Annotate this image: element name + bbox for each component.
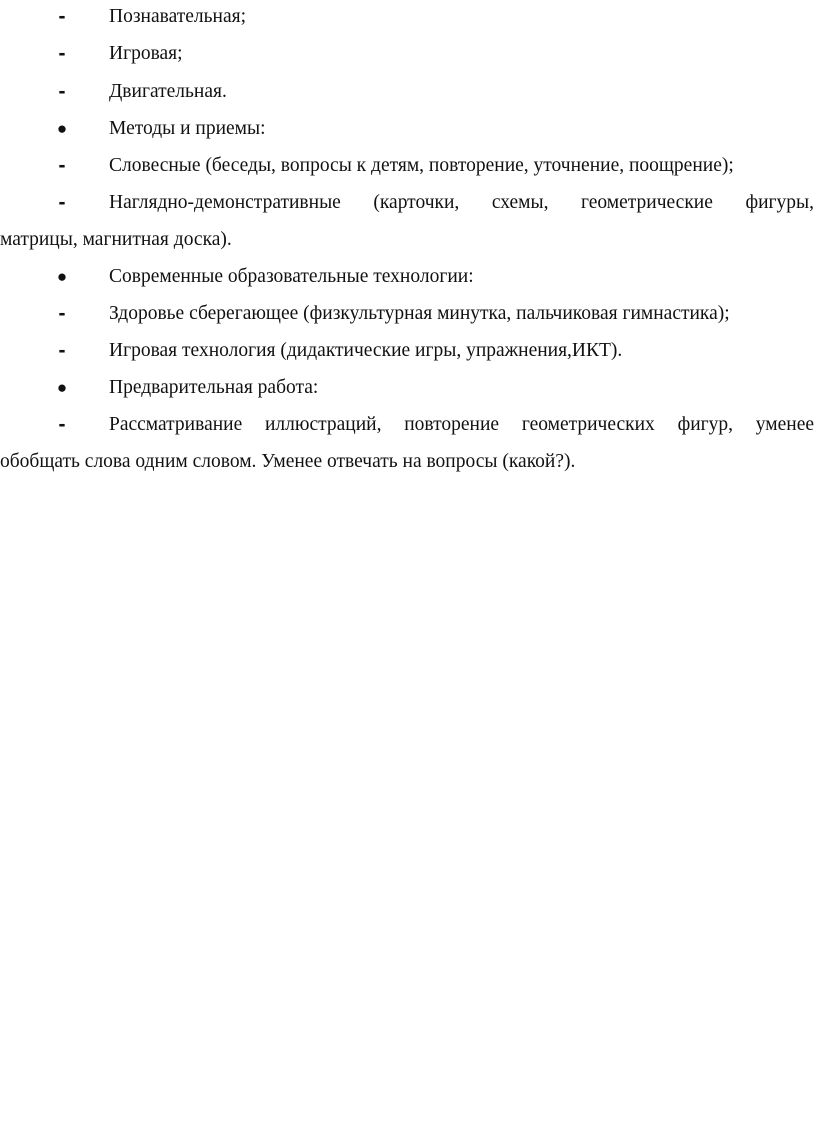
list-item [0,4,816,30]
list-item-continuation [0,227,816,253]
section-heading-text: Методы и приемы: [109,118,266,139]
dash-marker: - [58,5,66,28]
list-item [0,41,816,67]
list-item-continuation-text: обобщать слова одним словом. Уменее отвечать на вопросы (какой?). [0,451,576,472]
bullet-icon: ● [56,267,68,286]
list-item [0,301,816,327]
list-item [0,79,816,105]
dash-marker: - [58,339,66,362]
list-item-continuation [0,449,816,475]
list-item-text: Игровая технология (дидактические игры, упражнения,ИКТ). [109,340,623,361]
list-item [0,412,816,438]
section-heading-text: Современные образовательные технологии: [109,266,474,287]
list-item-text: Двигательная. [109,81,227,102]
list-item-text: Рассматривание иллюстраций, повторение геометрических фигур, уменее [109,414,814,435]
list-item-text: Словесные (беседы, вопросы к детям, повторение, уточнение, поощрение); [109,155,734,176]
list-item-text: Здоровье сберегающее (физкультурная минутка, пальчиковая гимнастика); [109,303,730,324]
list-item [0,338,816,364]
dash-marker: - [58,302,66,325]
dash-marker: - [58,80,66,103]
list-item [0,190,816,216]
bullet-icon: ● [56,378,68,397]
dash-marker: - [58,191,66,214]
section-heading [0,116,816,142]
dash-marker: - [58,42,66,65]
section-heading [0,375,816,401]
list-item-text: Наглядно-демонстративные (карточки, схемы, геометрические фигуры, [109,192,814,213]
dash-marker: - [58,154,66,177]
section-heading-text: Предварительная работа: [109,377,319,398]
list-item-text: Игровая; [109,43,183,64]
list-item-text: Познавательная; [109,6,247,27]
section-heading [0,264,816,290]
list-item [0,153,816,179]
list-item-continuation-text: матрицы, магнитная доска). [0,229,232,250]
dash-marker: - [58,413,66,436]
bullet-icon: ● [56,119,68,138]
